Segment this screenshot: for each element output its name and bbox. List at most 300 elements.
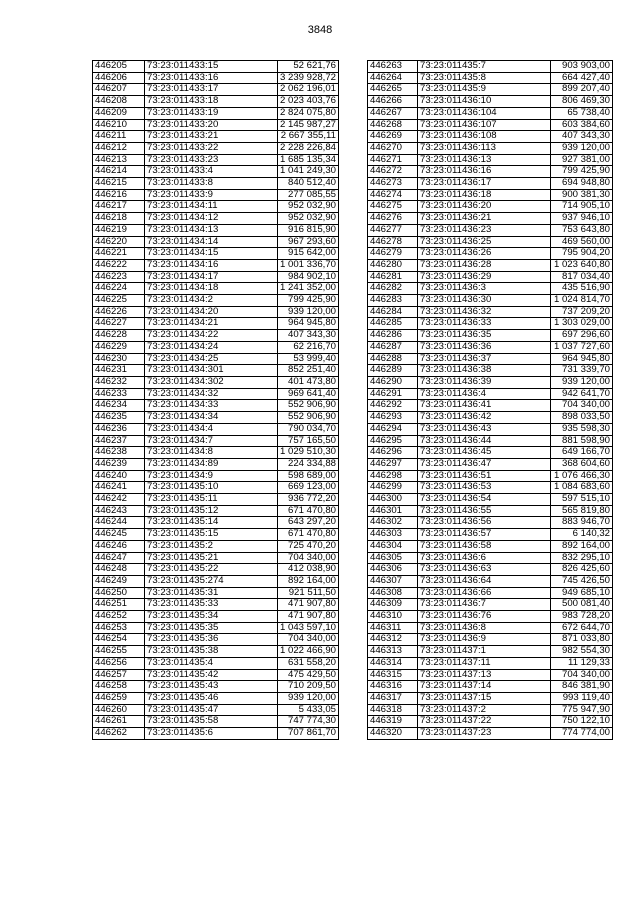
cadastral-number-cell: 73:23:011436:6: [418, 552, 551, 564]
value-cell: 11 129,33: [551, 657, 613, 669]
cadastral-number-cell: 73:23:011435:33: [145, 599, 278, 611]
value-cell: 2 228 226,84: [278, 142, 339, 154]
row-number-cell: 446318: [368, 704, 418, 716]
value-cell: 603 384,60: [551, 119, 613, 131]
cadastral-number-cell: 73:23:011434:17: [145, 271, 278, 283]
cadastral-number-cell: 73:23:011434:34: [145, 412, 278, 424]
table-row: [368, 107, 613, 119]
row-number-cell: 446254: [93, 634, 145, 646]
table-row: [93, 96, 339, 108]
left-register-table: [92, 60, 339, 740]
row-number-cell: 446265: [368, 84, 418, 96]
cadastral-number-cell: 73:23:011434:21: [145, 318, 278, 330]
cadastral-number-cell: 73:23:011437:13: [418, 669, 551, 681]
row-number-cell: 446305: [368, 552, 418, 564]
value-cell: 2 062 196,01: [278, 84, 339, 96]
value-cell: 921 511,50: [278, 587, 339, 599]
cadastral-number-cell: 73:23:011433:8: [145, 178, 278, 190]
right-register-table: [367, 60, 613, 740]
row-number-cell: 446222: [93, 259, 145, 271]
row-number-cell: 446226: [93, 306, 145, 318]
table-row: [93, 458, 339, 470]
row-number-cell: 446262: [93, 728, 145, 740]
table-row: [368, 283, 613, 295]
value-cell: 598 689,00: [278, 470, 339, 482]
value-cell: 832 295,10: [551, 552, 613, 564]
row-number-cell: 446221: [93, 248, 145, 260]
table-row: [93, 376, 339, 388]
table-row: [93, 587, 339, 599]
value-cell: 475 429,50: [278, 669, 339, 681]
cadastral-number-cell: 73:23:011436:113: [418, 142, 551, 154]
row-number-cell: 446287: [368, 341, 418, 353]
value-cell: 983 728,20: [551, 611, 613, 623]
table-row: [368, 248, 613, 260]
value-cell: 2 824 075,80: [278, 107, 339, 119]
value-cell: 964 945,80: [551, 353, 613, 365]
row-number-cell: 446278: [368, 236, 418, 248]
value-cell: 745 426,50: [551, 575, 613, 587]
table-row: [368, 119, 613, 131]
cadastral-number-cell: 73:23:011433:16: [145, 72, 278, 84]
table-row: [93, 400, 339, 412]
value-cell: 967 293,60: [278, 236, 339, 248]
value-cell: 935 598,30: [551, 423, 613, 435]
row-number-cell: 446315: [368, 669, 418, 681]
row-number-cell: 446316: [368, 681, 418, 693]
table-row: [368, 376, 613, 388]
cadastral-number-cell: 73:23:011435:6: [145, 728, 278, 740]
right-register-body: [368, 61, 613, 740]
row-number-cell: 446209: [93, 107, 145, 119]
table-row: [368, 259, 613, 271]
value-cell: 671 470,80: [278, 505, 339, 517]
row-number-cell: 446306: [368, 564, 418, 576]
row-number-cell: 446320: [368, 728, 418, 740]
value-cell: 1 303 029,00: [551, 318, 613, 330]
row-number-cell: 446257: [93, 669, 145, 681]
table-row: [93, 669, 339, 681]
cadastral-number-cell: 73:23:011435:11: [145, 494, 278, 506]
table-row: [368, 447, 613, 459]
value-cell: 710 209,50: [278, 681, 339, 693]
cadastral-number-cell: 73:23:011436:55: [418, 505, 551, 517]
cadastral-number-cell: 73:23:011436:28: [418, 259, 551, 271]
row-number-cell: 446232: [93, 376, 145, 388]
value-cell: 704 340,00: [551, 669, 613, 681]
value-cell: 224 334,88: [278, 458, 339, 470]
table-row: [93, 575, 339, 587]
value-cell: 806 469,30: [551, 96, 613, 108]
row-number-cell: 446242: [93, 494, 145, 506]
table-row: [368, 236, 613, 248]
cadastral-number-cell: 73:23:011436:23: [418, 224, 551, 236]
table-row: [368, 295, 613, 307]
row-number-cell: 446241: [93, 482, 145, 494]
row-number-cell: 446280: [368, 259, 418, 271]
cadastral-number-cell: 73:23:011435:274: [145, 575, 278, 587]
cadastral-number-cell: 73:23:011437:1: [418, 646, 551, 658]
table-row: [368, 154, 613, 166]
row-number-cell: 446214: [93, 166, 145, 178]
table-row: [93, 716, 339, 728]
cadastral-number-cell: 73:23:011436:58: [418, 540, 551, 552]
table-row: [93, 84, 339, 96]
value-cell: 1 001 336,70: [278, 259, 339, 271]
cadastral-number-cell: 73:23:011435:34: [145, 611, 278, 623]
cadastral-number-cell: 73:23:011436:66: [418, 587, 551, 599]
table-row: [93, 248, 339, 260]
value-cell: 1 024 814,70: [551, 295, 613, 307]
row-number-cell: 446307: [368, 575, 418, 587]
table-row: [93, 692, 339, 704]
table-row: [93, 189, 339, 201]
row-number-cell: 446274: [368, 189, 418, 201]
table-row: [93, 318, 339, 330]
row-number-cell: 446289: [368, 365, 418, 377]
value-cell: 799 425,90: [551, 166, 613, 178]
table-row: [93, 295, 339, 307]
value-cell: 846 381,90: [551, 681, 613, 693]
row-number-cell: 446282: [368, 283, 418, 295]
cadastral-number-cell: 73:23:011435:35: [145, 622, 278, 634]
row-number-cell: 446317: [368, 692, 418, 704]
cadastral-number-cell: 73:23:011436:53: [418, 482, 551, 494]
row-number-cell: 446210: [93, 119, 145, 131]
cadastral-number-cell: 73:23:011436:42: [418, 412, 551, 424]
table-row: [368, 400, 613, 412]
row-number-cell: 446234: [93, 400, 145, 412]
value-cell: 1 084 683,60: [551, 482, 613, 494]
row-number-cell: 446223: [93, 271, 145, 283]
table-row: [93, 564, 339, 576]
value-cell: 2 023 403,76: [278, 96, 339, 108]
value-cell: 852 251,40: [278, 365, 339, 377]
row-number-cell: 446319: [368, 716, 418, 728]
table-row: [368, 494, 613, 506]
cadastral-number-cell: 73:23:011434:301: [145, 365, 278, 377]
value-cell: 775 947,90: [551, 704, 613, 716]
table-row: [93, 423, 339, 435]
row-number-cell: 446267: [368, 107, 418, 119]
cadastral-number-cell: 73:23:011436:18: [418, 189, 551, 201]
table-row: [368, 271, 613, 283]
table-row: [93, 435, 339, 447]
cadastral-number-cell: 73:23:011436:7: [418, 599, 551, 611]
value-cell: 597 515,10: [551, 494, 613, 506]
value-cell: 937 946,10: [551, 213, 613, 225]
row-number-cell: 446206: [93, 72, 145, 84]
cadastral-number-cell: 73:23:011433:21: [145, 131, 278, 143]
cadastral-number-cell: 73:23:011436:4: [418, 388, 551, 400]
table-row: [368, 646, 613, 658]
value-cell: 714 905,10: [551, 201, 613, 213]
cadastral-number-cell: 73:23:011436:32: [418, 306, 551, 318]
table-row: [368, 587, 613, 599]
value-cell: 52 621,76: [278, 61, 339, 73]
row-number-cell: 446277: [368, 224, 418, 236]
table-row: [368, 213, 613, 225]
cadastral-number-cell: 73:23:011436:25: [418, 236, 551, 248]
table-row: [93, 72, 339, 84]
table-row: [93, 646, 339, 658]
table-row: [368, 365, 613, 377]
value-cell: 704 340,00: [278, 634, 339, 646]
table-row: [93, 330, 339, 342]
row-number-cell: 446312: [368, 634, 418, 646]
row-number-cell: 446272: [368, 166, 418, 178]
value-cell: 2 145 987,27: [278, 119, 339, 131]
cadastral-number-cell: 73:23:011434:14: [145, 236, 278, 248]
table-row: [368, 458, 613, 470]
table-row: [368, 306, 613, 318]
cadastral-number-cell: 73:23:011436:13: [418, 154, 551, 166]
value-cell: 936 772,20: [278, 494, 339, 506]
cadastral-number-cell: 73:23:011434:25: [145, 353, 278, 365]
table-row: [368, 201, 613, 213]
value-cell: 669 123,00: [278, 482, 339, 494]
table-row: [368, 681, 613, 693]
value-cell: 817 034,40: [551, 271, 613, 283]
cadastral-number-cell: 73:23:011436:56: [418, 517, 551, 529]
value-cell: 826 425,60: [551, 564, 613, 576]
value-cell: 565 819,80: [551, 505, 613, 517]
row-number-cell: 446285: [368, 318, 418, 330]
row-number-cell: 446251: [93, 599, 145, 611]
value-cell: 840 512,40: [278, 178, 339, 190]
cadastral-number-cell: 73:23:011435:4: [145, 657, 278, 669]
cadastral-number-cell: 73:23:011436:44: [418, 435, 551, 447]
value-cell: 927 381,00: [551, 154, 613, 166]
cadastral-number-cell: 73:23:011434:24: [145, 341, 278, 353]
row-number-cell: 446220: [93, 236, 145, 248]
table-row: [93, 681, 339, 693]
page-number: 3848: [307, 24, 333, 36]
table-row: [93, 505, 339, 517]
cadastral-number-cell: 73:23:011433:18: [145, 96, 278, 108]
row-number-cell: 446212: [93, 142, 145, 154]
value-cell: 62 216,70: [278, 341, 339, 353]
row-number-cell: 446207: [93, 84, 145, 96]
row-number-cell: 446225: [93, 295, 145, 307]
value-cell: 1 043 597,10: [278, 622, 339, 634]
table-row: [368, 353, 613, 365]
table-row: [368, 692, 613, 704]
cadastral-number-cell: 73:23:011436:104: [418, 107, 551, 119]
cadastral-number-cell: 73:23:011436:26: [418, 248, 551, 260]
row-number-cell: 446281: [368, 271, 418, 283]
cadastral-number-cell: 73:23:011436:57: [418, 529, 551, 541]
cadastral-number-cell: 73:23:011435:22: [145, 564, 278, 576]
cadastral-number-cell: 73:23:011434:33: [145, 400, 278, 412]
value-cell: 53 999,40: [278, 353, 339, 365]
cadastral-number-cell: 73:23:011436:33: [418, 318, 551, 330]
value-cell: 898 033,50: [551, 412, 613, 424]
cadastral-number-cell: 73:23:011436:45: [418, 447, 551, 459]
row-number-cell: 446249: [93, 575, 145, 587]
row-number-cell: 446314: [368, 657, 418, 669]
value-cell: 952 032,90: [278, 213, 339, 225]
row-number-cell: 446260: [93, 704, 145, 716]
cadastral-number-cell: 73:23:011436:17: [418, 178, 551, 190]
table-row: [93, 470, 339, 482]
table-row: [368, 529, 613, 541]
table-row: [93, 540, 339, 552]
cadastral-number-cell: 73:23:011435:43: [145, 681, 278, 693]
row-number-cell: 446266: [368, 96, 418, 108]
cadastral-number-cell: 73:23:011434:89: [145, 458, 278, 470]
row-number-cell: 446215: [93, 178, 145, 190]
row-number-cell: 446290: [368, 376, 418, 388]
table-row: [368, 166, 613, 178]
row-number-cell: 446227: [93, 318, 145, 330]
cadastral-number-cell: 73:23:011434:2: [145, 295, 278, 307]
cadastral-number-cell: 73:23:011436:43: [418, 423, 551, 435]
row-number-cell: 446240: [93, 470, 145, 482]
cadastral-number-cell: 73:23:011434:16: [145, 259, 278, 271]
cadastral-number-cell: 73:23:011436:54: [418, 494, 551, 506]
row-number-cell: 446292: [368, 400, 418, 412]
value-cell: 939 120,00: [551, 376, 613, 388]
row-number-cell: 446217: [93, 201, 145, 213]
value-cell: 407 343,30: [551, 131, 613, 143]
value-cell: 643 297,20: [278, 517, 339, 529]
table-row: [93, 178, 339, 190]
cadastral-number-cell: 73:23:011436:29: [418, 271, 551, 283]
cadastral-number-cell: 73:23:011436:41: [418, 400, 551, 412]
row-number-cell: 446258: [93, 681, 145, 693]
cadastral-number-cell: 73:23:011437:14: [418, 681, 551, 693]
value-cell: 401 473,80: [278, 376, 339, 388]
cadastral-number-cell: 73:23:011434:4: [145, 423, 278, 435]
cadastral-number-cell: 73:23:011434:302: [145, 376, 278, 388]
row-number-cell: 446248: [93, 564, 145, 576]
row-number-cell: 446250: [93, 587, 145, 599]
row-number-cell: 446313: [368, 646, 418, 658]
value-cell: 552 906,90: [278, 400, 339, 412]
cadastral-number-cell: 73:23:011436:51: [418, 470, 551, 482]
cadastral-number-cell: 73:23:011436:63: [418, 564, 551, 576]
cadastral-number-cell: 73:23:011436:3: [418, 283, 551, 295]
row-number-cell: 446261: [93, 716, 145, 728]
cadastral-number-cell: 73:23:011435:31: [145, 587, 278, 599]
value-cell: 757 165,50: [278, 435, 339, 447]
cadastral-number-cell: 73:23:011433:23: [145, 154, 278, 166]
cadastral-number-cell: 73:23:011436:21: [418, 213, 551, 225]
row-number-cell: 446256: [93, 657, 145, 669]
table-row: [93, 657, 339, 669]
cadastral-number-cell: 73:23:011436:38: [418, 365, 551, 377]
table-row: [93, 107, 339, 119]
table-row: [368, 318, 613, 330]
left-register-body: [93, 61, 339, 740]
value-cell: 694 948,80: [551, 178, 613, 190]
cadastral-number-cell: 73:23:011433:19: [145, 107, 278, 119]
cadastral-number-cell: 73:23:011437:23: [418, 728, 551, 740]
cadastral-number-cell: 73:23:011436:39: [418, 376, 551, 388]
table-row: [93, 728, 339, 740]
row-number-cell: 446236: [93, 423, 145, 435]
row-number-cell: 446302: [368, 517, 418, 529]
cadastral-number-cell: 73:23:011434:8: [145, 447, 278, 459]
row-number-cell: 446228: [93, 330, 145, 342]
value-cell: 6 140,32: [551, 529, 613, 541]
value-cell: 277 085,55: [278, 189, 339, 201]
row-number-cell: 446238: [93, 447, 145, 459]
cadastral-number-cell: 73:23:011435:2: [145, 540, 278, 552]
row-number-cell: 446299: [368, 482, 418, 494]
table-row: [368, 540, 613, 552]
row-number-cell: 446216: [93, 189, 145, 201]
row-number-cell: 446269: [368, 131, 418, 143]
cadastral-number-cell: 73:23:011435:8: [418, 72, 551, 84]
value-cell: 707 861,70: [278, 728, 339, 740]
row-number-cell: 446271: [368, 154, 418, 166]
value-cell: 900 381,30: [551, 189, 613, 201]
row-number-cell: 446304: [368, 540, 418, 552]
value-cell: 1 241 352,00: [278, 283, 339, 295]
table-row: [368, 435, 613, 447]
row-number-cell: 446294: [368, 423, 418, 435]
value-cell: 984 902,10: [278, 271, 339, 283]
value-cell: 631 558,20: [278, 657, 339, 669]
value-cell: 790 034,70: [278, 423, 339, 435]
cadastral-number-cell: 73:23:011436:9: [418, 634, 551, 646]
value-cell: 916 815,90: [278, 224, 339, 236]
cadastral-number-cell: 73:23:011434:13: [145, 224, 278, 236]
cadastral-number-cell: 73:23:011436:36: [418, 341, 551, 353]
value-cell: 881 598,90: [551, 435, 613, 447]
row-number-cell: 446264: [368, 72, 418, 84]
value-cell: 949 685,10: [551, 587, 613, 599]
value-cell: 731 339,70: [551, 365, 613, 377]
table-row: [368, 517, 613, 529]
table-row: [368, 564, 613, 576]
cadastral-number-cell: 73:23:011434:12: [145, 213, 278, 225]
value-cell: 993 119,40: [551, 692, 613, 704]
row-number-cell: 446244: [93, 517, 145, 529]
row-number-cell: 446298: [368, 470, 418, 482]
table-row: [93, 166, 339, 178]
table-row: [368, 575, 613, 587]
cadastral-number-cell: 73:23:011433:17: [145, 84, 278, 96]
row-number-cell: 446275: [368, 201, 418, 213]
table-row: [93, 611, 339, 623]
table-row: [368, 599, 613, 611]
table-row: [368, 142, 613, 154]
cadastral-number-cell: 73:23:011436:107: [418, 119, 551, 131]
cadastral-number-cell: 73:23:011435:9: [418, 84, 551, 96]
value-cell: 795 904,20: [551, 248, 613, 260]
value-cell: 1 076 466,30: [551, 470, 613, 482]
value-cell: 368 604,60: [551, 458, 613, 470]
value-cell: 3 239 928,72: [278, 72, 339, 84]
value-cell: 65 738,40: [551, 107, 613, 119]
table-row: [93, 224, 339, 236]
table-row: [93, 201, 339, 213]
table-row: [368, 669, 613, 681]
table-row: [93, 412, 339, 424]
value-cell: 671 470,80: [278, 529, 339, 541]
row-number-cell: 446301: [368, 505, 418, 517]
table-row: [368, 482, 613, 494]
row-number-cell: 446291: [368, 388, 418, 400]
row-number-cell: 446284: [368, 306, 418, 318]
row-number-cell: 446310: [368, 611, 418, 623]
table-row: [368, 611, 613, 623]
table-row: [93, 236, 339, 248]
cadastral-number-cell: 73:23:011434:32: [145, 388, 278, 400]
